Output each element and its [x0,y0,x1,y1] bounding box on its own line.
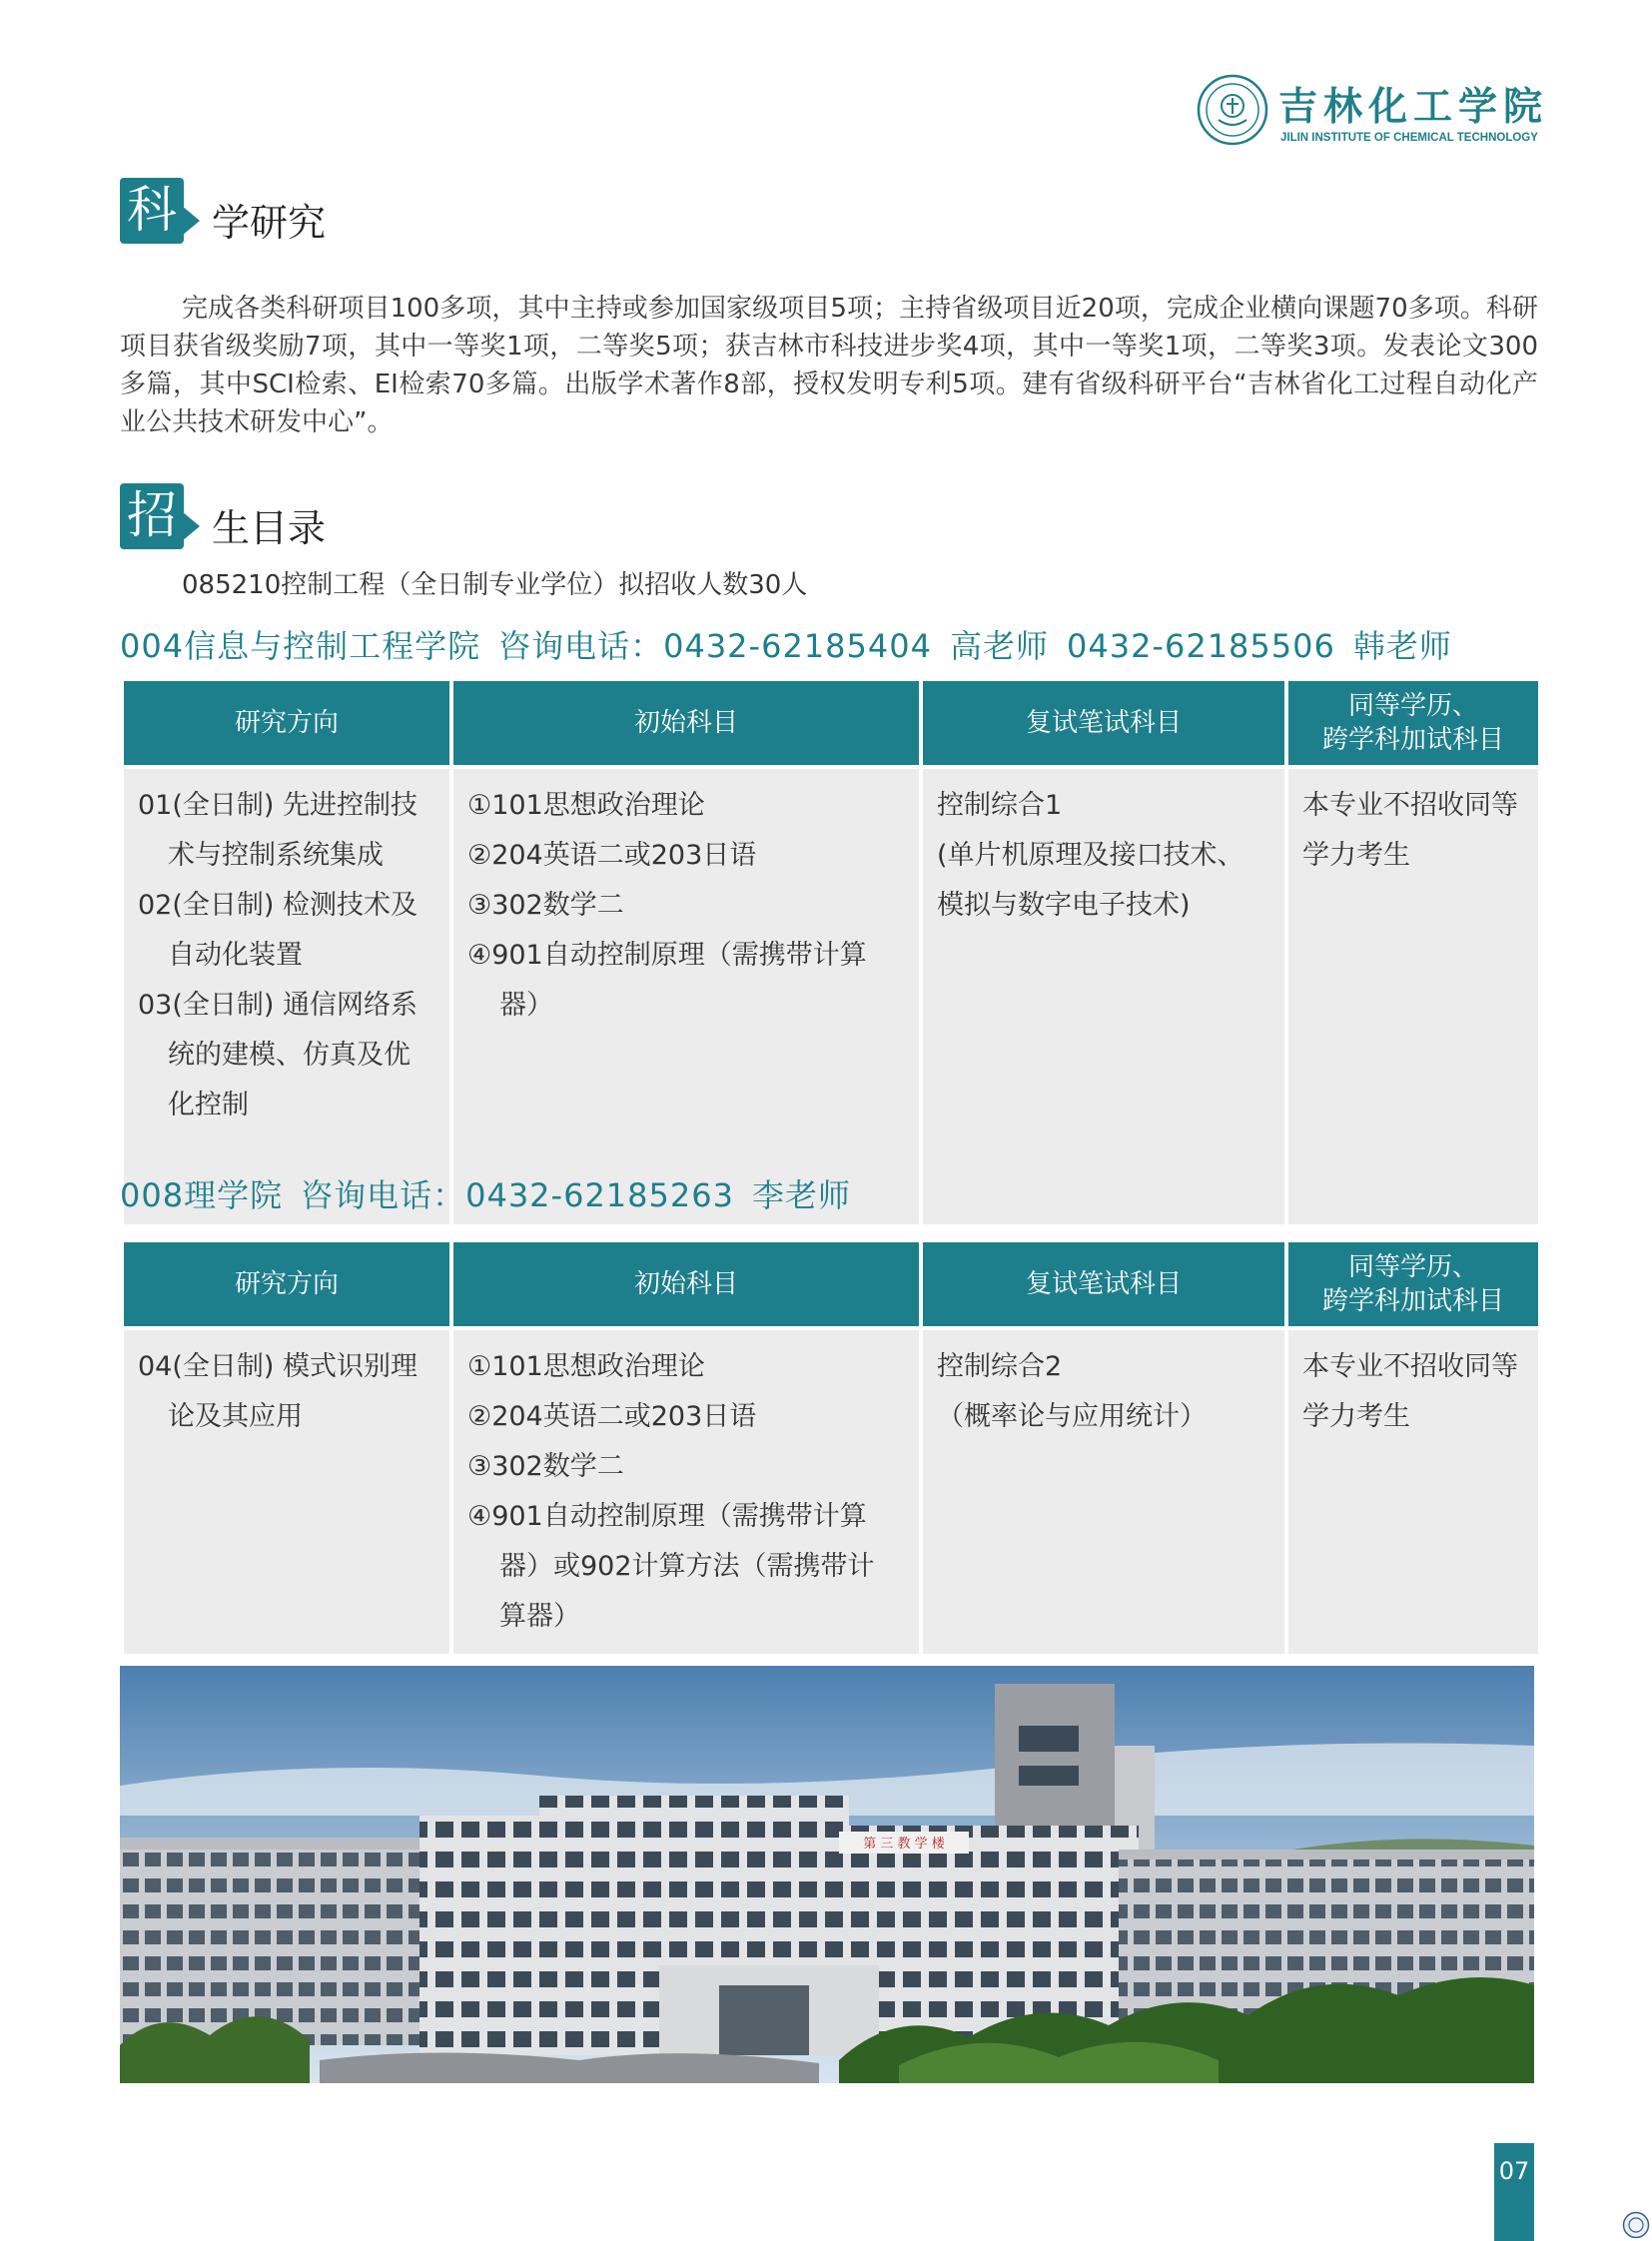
direction-text: 02(全日制) 检测技术及 [138,890,418,921]
campus-building-illustration [120,1666,1534,2083]
direction-text: 自动化装置 [168,940,303,971]
retest-text: 控制综合2 [937,1351,1063,1382]
header-line: 同等学历、 [1347,691,1478,721]
retest-cell [923,1326,1284,1654]
heading-arrow-icon [182,511,200,541]
subject-item: ③302数学二 [467,890,624,921]
enrollment-plan: 085210控制工程（全日制专业学位）拟招收人数30人 [182,570,808,600]
subject-item: ①101思想政治理论 [467,790,705,821]
header-equivalent-subjects [1288,1242,1538,1326]
direction-text: 04(全日制) 模式识别理 [138,1351,418,1382]
subjects-cell [453,1326,919,1654]
table-row [124,1326,1538,1654]
direction-text: 术与控制系统集成 [168,840,384,871]
subject-item: 器）或902计算方法（需携带计 [499,1551,875,1582]
heading-text: 生目录 [212,506,327,550]
table-header-row [124,1242,1538,1326]
subject-item: 算器） [499,1601,580,1632]
direction-text: 统的建模、仿真及优 [168,1040,411,1071]
subject-item: ④901自动控制原理（需携带计算 [467,940,867,971]
retest-text: (单片机原理及接口技术、 [937,840,1244,871]
header-line: 跨学科加试科目 [1321,1286,1504,1316]
corner-seal-icon [1622,2211,1650,2239]
header-retest-subjects: 复试笔试科目 [923,681,1284,765]
university-name: 吉林化工学院 [1278,84,1549,130]
header-initial-subjects: 初始科目 [453,681,919,765]
university-name-english: JILIN INSTITUTE OF CHEMICAL TECHNOLOGY [1280,132,1538,144]
subject-item: ②204英语二或203日语 [467,1401,757,1432]
heading-text: 学研究 [212,201,327,245]
admission-table-1 [120,681,1542,1224]
retest-text: 模拟与数字电子技术) [937,890,1191,921]
equivalent-text: 本专业不招收同等 [1302,1351,1518,1382]
header-initial-subjects: 初始科目 [453,1242,919,1326]
direction-text: 01(全日制) 先进控制技 [138,790,418,821]
table-header-row [124,681,1538,765]
subject-item: ③302数学二 [467,1451,624,1482]
research-paragraph: 完成各类科研项目100多项，其中主持或参加国家级项目5项；主持省级项目近20项，完成企业横向课题70多项。科研项目获省级奖励7项，其中一等奖1项，二等奖5项；获吉林市科技进步奖4项，其中一等奖1项，二等奖3项。发表论文300多篇，其中SCI检索、EI检索70多篇。出版学术著作8部，授权发明专利5项。建有省级科研平台“吉林省化工过程自动化产业公共技术研发中心”。 [120,294,1538,437]
subjects-cell [453,765,919,1224]
consult-phone: 咨询电话：0432-62185263 [301,1176,734,1214]
equivalent-text: 学力考生 [1302,840,1410,871]
college-name: 004信息与控制工程学院 [120,627,481,665]
retest-cell [923,765,1284,1224]
direction-text: 化控制 [168,1090,249,1120]
direction-cell [124,765,449,1224]
header-direction: 研究方向 [124,681,449,765]
header-line: 同等学历、 [1347,1252,1478,1282]
header-line: 跨学科加试科目 [1321,725,1504,755]
research-section-heading [120,178,519,248]
equivalent-text: 本专业不招收同等 [1302,790,1518,821]
consult-phone-2: 0432-62185506 [1066,627,1335,665]
college-name: 008理学院 [120,1176,284,1214]
college-contact-line [120,621,1470,667]
building-sign: 第 三 教 学 楼 [863,1837,945,1852]
college-contact-line [120,1170,869,1216]
contact-name: 高老师 [949,627,1049,665]
subject-item: ②204英语二或203日语 [467,840,757,871]
university-logo [1197,74,1549,152]
equivalent-text: 学力考生 [1302,1401,1410,1432]
retest-text: （概率论与应用统计） [937,1401,1207,1432]
page-number: 07 [1494,2143,1534,2241]
direction-cell [124,1326,449,1654]
contact-name: 李老师 [751,1176,851,1214]
contact-name-2: 韩老师 [1352,627,1452,665]
university-seal-icon [1197,74,1268,146]
campus-building-photo [120,1666,1534,2083]
subject-item: ①101思想政治理论 [467,1351,705,1382]
header-retest-subjects: 复试笔试科目 [923,1242,1284,1326]
admission-table-2 [120,1242,1542,1654]
table-row [124,765,1538,1224]
retest-text: 控制综合1 [937,790,1063,821]
equivalent-cell [1288,1326,1538,1654]
direction-text: 论及其应用 [168,1401,303,1432]
heading-initial-box: 科 [120,178,184,244]
equivalent-cell [1288,765,1538,1224]
header-equivalent-subjects [1288,681,1538,765]
header-direction: 研究方向 [124,1242,449,1326]
consult-phone: 咨询电话：0432-62185404 [498,627,932,665]
heading-initial-box: 招 [120,483,184,549]
subject-item: 器） [499,990,553,1021]
heading-arrow-icon [182,206,200,236]
admission-section-heading [120,483,519,553]
subject-item: ④901自动控制原理（需携带计算 [467,1501,867,1532]
direction-text: 03(全日制) 通信网络系 [138,990,418,1021]
